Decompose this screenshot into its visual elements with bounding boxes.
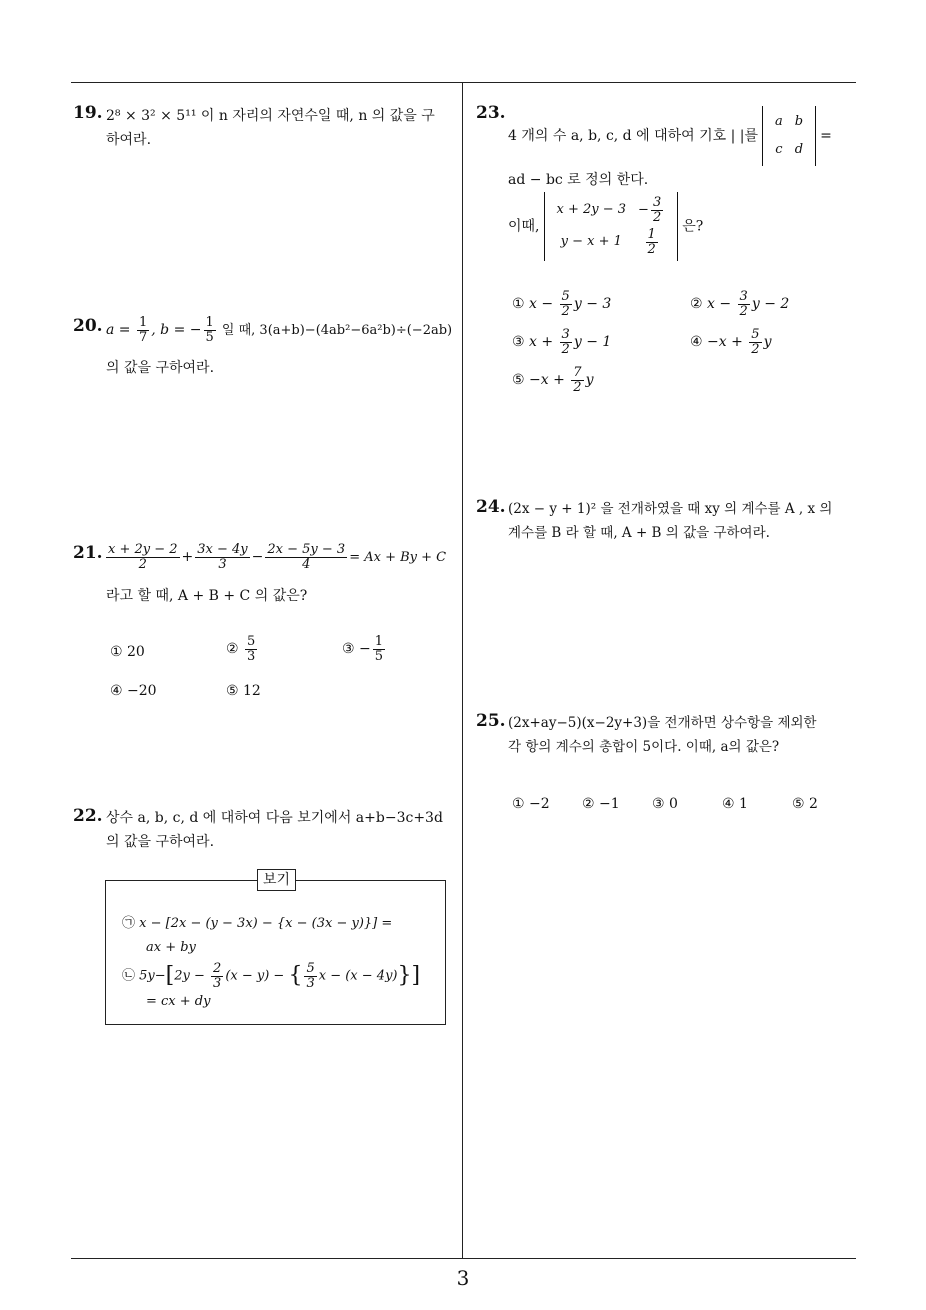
q21-option-4-text: −20 <box>127 683 157 699</box>
q23-det-12-num: 3 <box>652 195 662 210</box>
q21-option-2[interactable] <box>226 635 259 663</box>
q23-det-12-sign: − <box>638 202 649 218</box>
q23-text1: 4 개의 수 a, b, c, d 에 대하여 기호 | |를 <box>508 128 758 144</box>
top-rule <box>71 82 856 83</box>
q25-option-3[interactable] <box>652 796 678 812</box>
q21-option-3[interactable] <box>342 635 387 663</box>
q21-option-4[interactable] <box>110 683 157 699</box>
q23-det-a: a <box>775 114 783 129</box>
q23-option-4[interactable] <box>690 328 771 356</box>
q22-item2-frac1 <box>211 962 223 990</box>
q25-option-5[interactable] <box>792 796 818 812</box>
q21-text2: 라고 할 때, A + B + C 의 값은? <box>106 588 308 604</box>
q25-number: 25. <box>476 711 506 731</box>
q21-frac3-den: 4 <box>302 556 311 572</box>
q22-text <box>106 806 458 854</box>
q23-option-4-post: y <box>763 334 772 351</box>
q21-option-1[interactable] <box>110 644 145 660</box>
q23-option-3-post: y − 1 <box>573 334 612 351</box>
q23-option-2[interactable] <box>690 290 789 318</box>
q23-option-5-frac <box>571 366 583 394</box>
q25-option-2[interactable] <box>582 796 620 812</box>
q23-option-5-post: y <box>585 372 594 389</box>
q23-option-1-num: 5 <box>561 289 570 304</box>
q19-text <box>106 104 456 152</box>
q23-text3: 이때, <box>508 218 540 235</box>
q23-line3 <box>508 192 703 261</box>
q21-option-4-mark: ④ <box>110 683 123 699</box>
q23-det-22-den: 2 <box>647 241 656 257</box>
q23-option-4-mark: ④ <box>690 334 703 351</box>
q21-frac1-num: x + 2y − 2 <box>108 542 178 557</box>
q24-text <box>508 497 860 545</box>
q21-frac2 <box>195 543 249 571</box>
q21-option-2-mark: ② <box>226 641 239 658</box>
q21-option-5[interactable] <box>226 683 261 699</box>
q20-b-num: 1 <box>205 315 214 330</box>
q22-item1 <box>122 912 442 960</box>
q21-option-3-mark: ③ <box>342 641 355 658</box>
q22-item1-line1: x − [2x − (y − 3x) − {x − (3x − y)}] = <box>139 916 393 931</box>
q23-option-5[interactable] <box>512 366 593 394</box>
q21-frac3 <box>265 543 347 571</box>
q25-option-4[interactable] <box>722 796 748 812</box>
q22-item2-lbrace: { <box>288 963 303 989</box>
q21-option-3-frac <box>373 635 385 663</box>
q23-option-4-den: 2 <box>751 341 760 357</box>
q21-plus: + <box>181 549 194 566</box>
q19-expr: 2⁸ × 3² × 5¹¹ <box>106 108 197 124</box>
q25-text1: (2x+ay−5)(x−2y+3)을 전개하면 상수항을 제외한 <box>508 715 817 731</box>
q20-a-num: 1 <box>138 315 148 330</box>
q21-option-3-pre: − <box>359 641 371 658</box>
q23-option-3[interactable] <box>512 328 611 356</box>
q19-number: 19. <box>73 103 103 123</box>
q25-option-1-text: −2 <box>529 796 550 812</box>
q20-b-frac <box>204 316 216 344</box>
q22-item2-frac1-den: 3 <box>213 975 222 991</box>
q20-rest: 일 때, 3(a+b)−(4ab²−6a²b)÷(−2ab) <box>217 323 453 339</box>
q23-line1 <box>508 106 860 166</box>
q23-option-3-den: 2 <box>561 341 570 357</box>
column-divider <box>462 83 463 1259</box>
q22-item2-frac2 <box>304 962 316 990</box>
q22-item2-rbracket: ] <box>411 963 421 989</box>
q22-item2-lbracket: [ <box>165 963 175 989</box>
q22-item2-mark: ㉡ <box>122 968 136 984</box>
q23-option-5-mark: ⑤ <box>512 372 525 389</box>
q23-option-2-pre: x − <box>707 296 736 313</box>
q21-option-2-frac <box>245 635 257 663</box>
q24-text1: (2x − y + 1)² 을 전개하였을 때 xy 의 계수를 A , x 의 <box>508 501 833 517</box>
q21-option-1-mark: ① <box>110 644 123 660</box>
q23-option-5-pre: −x + <box>529 372 570 389</box>
q23-det-12-frac <box>651 196 663 224</box>
q25-option-2-mark: ② <box>582 796 595 812</box>
q22-text2: 의 값을 구하여라. <box>106 834 215 850</box>
q22-item2-rbrace: } <box>397 963 412 989</box>
q22-item2-frac2-den: 3 <box>306 975 315 991</box>
q21-frac2-num: 3x − 4y <box>197 542 248 557</box>
q21-equation <box>104 543 460 571</box>
q25-option-2-text: −1 <box>599 796 620 812</box>
q23-option-4-num: 5 <box>751 327 760 342</box>
q23-option-1[interactable] <box>512 290 611 318</box>
q23-number: 23. <box>476 103 506 123</box>
q24-number: 24. <box>476 497 506 517</box>
q24-text2: 계수를 B 라 할 때, A + B 의 값을 구하여라. <box>508 525 770 541</box>
q23-option-1-post: y − 3 <box>573 296 612 313</box>
q23-option-5-num: 7 <box>573 365 582 380</box>
q23-option-3-mark: ③ <box>512 334 525 351</box>
q22-item2-line2: = cx + dy <box>146 994 211 1010</box>
q25-option-1[interactable] <box>512 796 550 812</box>
q23-det-d: d <box>794 142 804 157</box>
q22-item2-b: (x − y) − <box>225 968 289 984</box>
q21-option-5-text: 12 <box>243 683 261 699</box>
q23-option-2-frac <box>738 290 750 318</box>
q23-det-c: c <box>775 142 783 157</box>
q23-det-22-frac <box>646 228 658 256</box>
q21-option-1-text: 20 <box>127 644 145 660</box>
q23-option-1-pre: x − <box>529 296 558 313</box>
q20-text <box>106 316 458 344</box>
q25-option-1-mark: ① <box>512 796 525 812</box>
q23-option-1-mark: ① <box>512 296 525 313</box>
q23-det-21: y − x + 1 <box>560 234 622 250</box>
page-number: 3 <box>456 1266 470 1290</box>
q25-option-4-mark: ④ <box>722 796 735 812</box>
q23-option-3-num: 3 <box>561 327 570 342</box>
q21-frac1-den: 2 <box>138 556 147 572</box>
q23-det-b: b <box>794 114 804 129</box>
q21-option-5-mark: ⑤ <box>226 683 239 699</box>
q21-number: 21. <box>73 543 103 563</box>
q25-option-5-text: 2 <box>809 796 818 812</box>
q25-text2: 각 항의 계수의 총합이 5이다. 이때, a의 값은? <box>508 739 780 755</box>
q23-det-11: x + 2y − 3 <box>556 202 627 218</box>
q22-item2-c: x − (x − 4y) <box>318 968 398 984</box>
q20-number: 20. <box>73 316 103 336</box>
q21-option-2-num: 5 <box>247 634 256 649</box>
bottom-rule <box>71 1258 856 1259</box>
q21-option-3-den: 5 <box>374 648 384 664</box>
q20-text2: 의 값을 구하여라. <box>106 360 215 376</box>
q25-option-3-mark: ③ <box>652 796 665 812</box>
q25-text <box>508 711 860 759</box>
q23-option-3-pre: x + <box>529 334 558 351</box>
q22-item1-mark: ㉠ <box>122 916 136 931</box>
q23-option-4-pre: −x + <box>707 334 748 351</box>
q20-a: a = <box>106 322 135 339</box>
q23-option-2-num: 3 <box>739 289 748 304</box>
q23-eq: = <box>820 128 832 144</box>
q23-option-2-den: 2 <box>739 303 748 319</box>
q25-option-3-text: 0 <box>669 796 678 812</box>
q20-b: , b = − <box>151 322 202 339</box>
q22-item2-frac2-num: 5 <box>306 961 315 976</box>
bogi-title: 보기 <box>257 869 296 891</box>
q23-option-1-den: 2 <box>561 303 570 319</box>
q23-option-2-post: y − 2 <box>751 296 790 313</box>
q22-item2-frac1-num: 2 <box>213 961 222 976</box>
q21-frac1 <box>106 543 180 571</box>
q25-option-5-mark: ⑤ <box>792 796 805 812</box>
q21-option-3-num: 1 <box>374 634 384 649</box>
q23-det-def <box>762 106 816 166</box>
q21-minus: − <box>251 549 264 566</box>
q21-frac3-num: 2x − 5y − 3 <box>267 542 346 557</box>
q23-text3b: 은? <box>682 218 704 235</box>
q19-text2: 하여라. <box>106 132 152 148</box>
q22-text1: 상수 a, b, c, d 에 대하여 다음 보기에서 a+b−3c+3d <box>106 810 443 826</box>
q25-option-4-text: 1 <box>739 796 748 812</box>
q20-b-den: 5 <box>205 329 214 345</box>
q23-text2: ad − bc 로 정의 한다. <box>508 172 649 188</box>
q21-frac2-den: 3 <box>218 556 227 572</box>
q23-option-2-mark: ② <box>690 296 703 313</box>
q20-a-den: 7 <box>138 329 148 345</box>
q21-option-2-den: 3 <box>247 648 256 664</box>
q22-item2 <box>122 962 442 1014</box>
q19-text1: 이 n 자리의 자연수일 때, n 의 값을 구 <box>196 108 435 124</box>
q23-option-1-frac <box>560 290 572 318</box>
q23-option-4-frac <box>749 328 761 356</box>
q23-det-12-den: 2 <box>652 209 662 225</box>
q22-number: 22. <box>73 806 103 826</box>
q22-item1-line2: ax + by <box>146 940 196 955</box>
q23-option-5-den: 2 <box>573 379 582 395</box>
q22-item2-pre: 5y− <box>139 968 166 984</box>
q23-option-3-frac <box>560 328 572 356</box>
q23-det-22-num: 1 <box>647 227 656 243</box>
q23-det-expr <box>544 192 679 261</box>
q21-eq: = Ax + By + C <box>349 550 447 566</box>
q20-a-frac <box>137 316 149 344</box>
q22-item2-a: 2y − <box>174 968 210 984</box>
